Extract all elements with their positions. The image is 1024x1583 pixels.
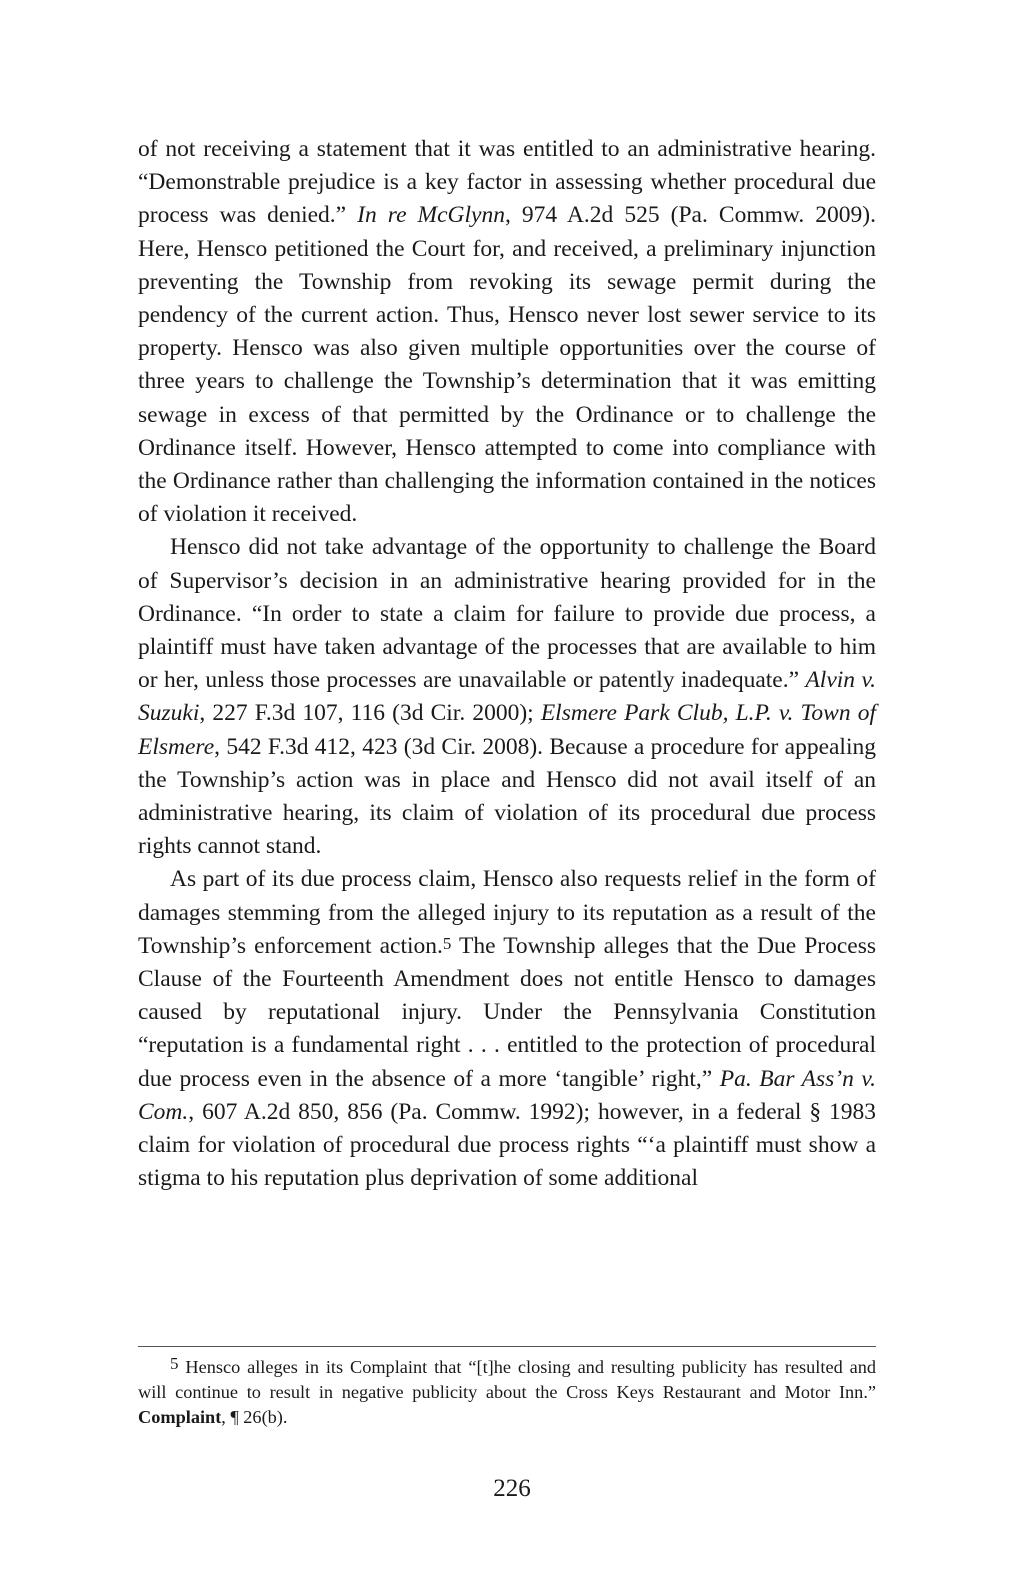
paragraph-2	[138, 531, 876, 863]
case-citation: Elsmere Park Club, L.P. v. Town of Elsmere	[138, 700, 877, 760]
paragraph-3	[138, 863, 876, 1195]
case-citation: In re McGlynn	[357, 202, 505, 229]
footnote-reference: 5	[442, 933, 452, 953]
footnote-citation: Complaint	[138, 1406, 222, 1427]
paragraph-1	[138, 133, 876, 531]
body-text	[138, 133, 876, 1196]
case-citation: Pa. Bar Ass’n v. Com.	[138, 1065, 876, 1125]
footnote-text-end: , ¶ 26(b).	[221, 1406, 288, 1427]
footnote-text: Hensco alleges in its Complaint that “[t]he closing and resulting publicity has resulted and will continue to result in negative publicity about the Cross Keys Restaurant and Motor Inn.”	[138, 1357, 876, 1402]
text-run: , 607 A.2d 850, 856 (Pa. Commw. 1992); however, in a federal § 1983 claim for violation of procedural due process rights “‘a plaintiff must show a stigma to his reputation plus deprivation of some additional	[138, 1098, 876, 1192]
text-run: The Township alleges that the Due Process Clause of the Fourteenth Amendment does not entitle Hensco to damages caused by reputational injury. Under the Pennsylvania Constitution “reputation is a fundamental right . . . entitled to the protection of procedural due process even in the absence of a more ‘tangible’ right,”	[138, 932, 877, 1092]
text-run: , 974 A.2d 525 (Pa. Commw. 2009). Here, Hensco petitioned the Court for, and received, a preliminary injunction preventing the Township from revoking its sewage permit during the pendency of the current action. Thus, Hensco never lost sewer service to its property. Hensco was also given multiple opportunities over the course of three years to challenge the Township’s determination that it was emitting sewage in excess of that permitted by the Ordinance or to challenge the Ordinance itself. However, Hensco attempted to come into compliance with the Ordinance rather than challenging the information contained in the notices of violation it received.	[138, 202, 876, 528]
case-citation: Alvin v. Suzuki	[138, 667, 877, 727]
footnote-5	[138, 1355, 876, 1429]
text-run: As part of its due process claim, Hensco also requests relief in the form of damages stemming from the alleged injury to its reputation as a result of the Township’s enforcement action.	[138, 866, 876, 959]
text-run: of not receiving a statement that it was entitled to an administrative hearing. “Demonstrable prejudice is a key factor in assessing whether procedural due process was denied.”	[138, 136, 876, 229]
footnote-marker: 5	[170, 1354, 179, 1373]
footnote-divider	[138, 1346, 876, 1347]
text-run: , 227 F.3d 107, 116 (3d Cir. 2000);	[199, 700, 541, 727]
text-run: Hensco did not take advantage of the opportunity to challenge the Board of Supervisor’s decision in an administrative hearing provided for in the Ordinance. “In order to state a claim for failure to provide due process, a plaintiff must have taken advantage of the processes that are available to him or her, unless those processes are unavailable or patently inadequate.”	[138, 534, 876, 694]
page-number: 226	[493, 1475, 531, 1502]
text-run: , 542 F.3d 412, 423 (3d Cir. 2008). Because a procedure for appealing the Township’s action was in place and Hensco did not avail itself of an administrative hearing, its claim of violation of its procedural due process rights cannot stand.	[138, 733, 876, 860]
